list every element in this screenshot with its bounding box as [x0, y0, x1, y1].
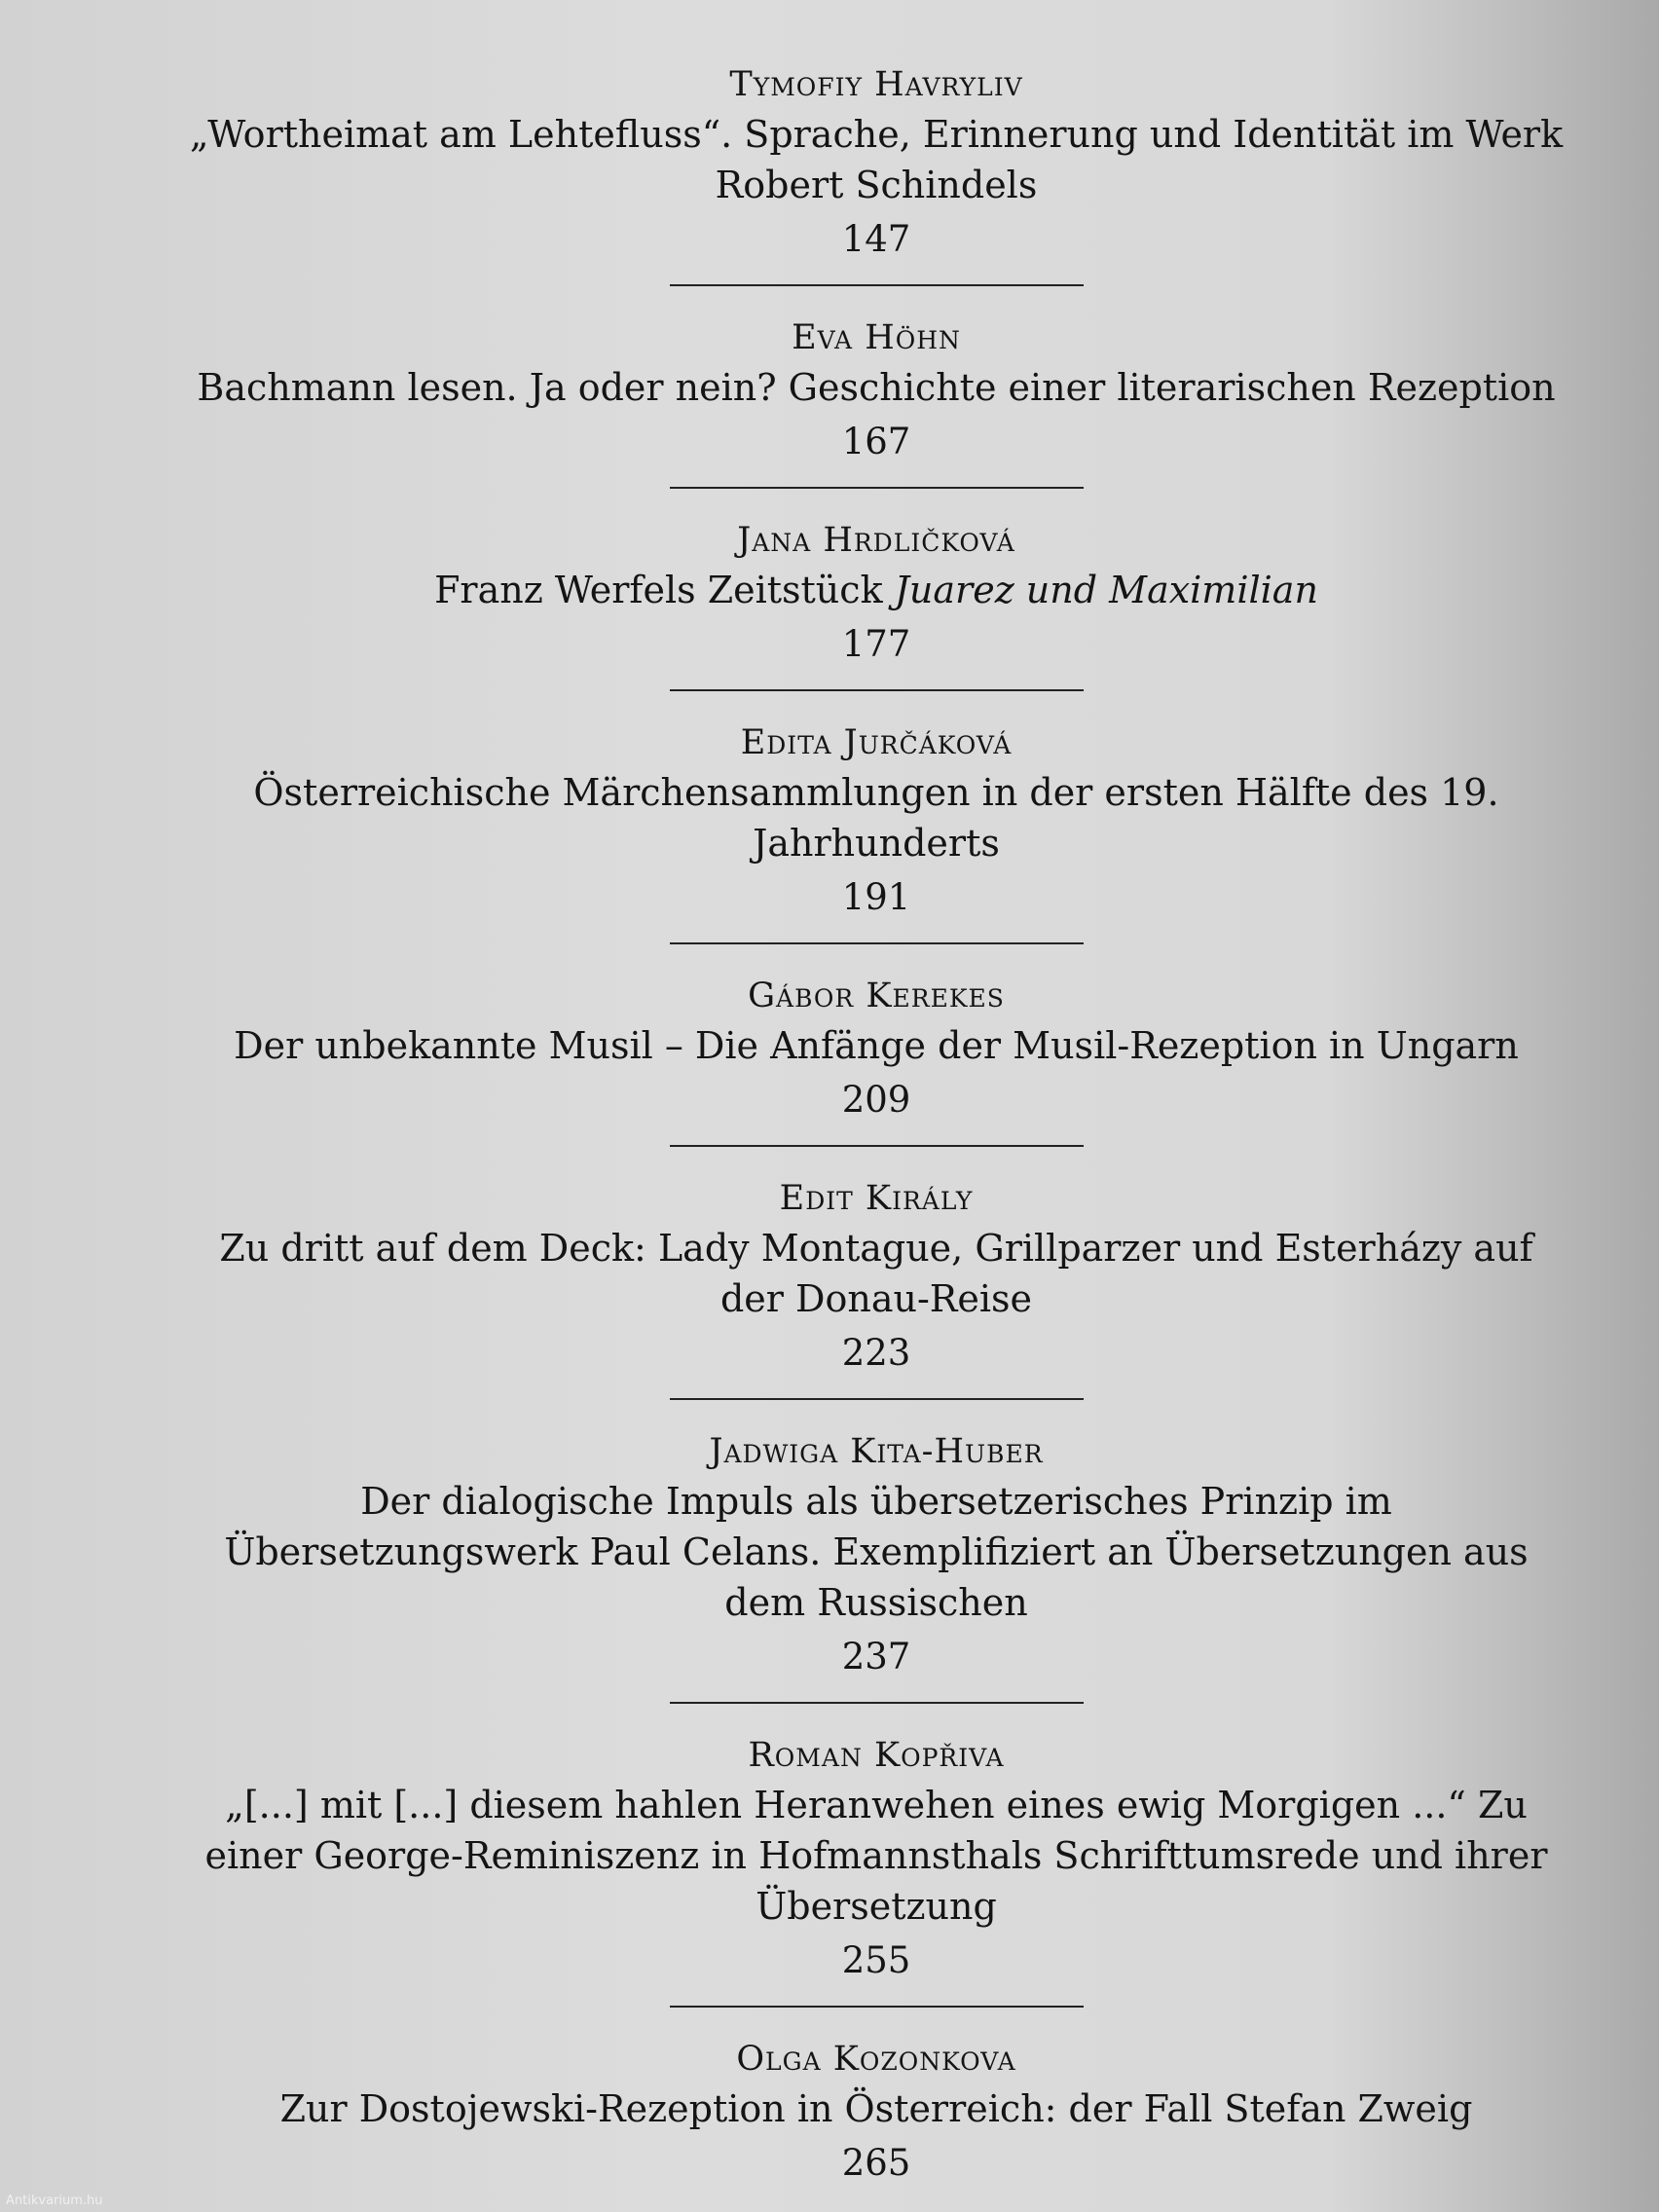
divider	[670, 1702, 1084, 1704]
toc-entry	[166, 719, 1587, 944]
author-name: Jadwiga Kita-Huber	[709, 1432, 1044, 1471]
toc-entry	[166, 60, 1587, 286]
chapter-title: „Wortheimat am Lehtefluss“. Sprache, Erinnerung und Identität im Werk Robert Schindels	[189, 113, 1564, 206]
chapter-title: „[...] mit [...] diesem hahlen Heranwehen eines ewig Morgigen ...“ Zu einer George-Reminiszenz in Hofmannsthals Schrifttumsrede und ihrer Übersetzung	[204, 1784, 1548, 1928]
divider	[670, 2006, 1084, 2008]
divider	[670, 689, 1084, 691]
author-name: Edit Király	[779, 1179, 974, 1218]
author-name: Tymofiy Havryliv	[729, 65, 1023, 104]
chapter-title: Zur Dostojewski-Rezeption in Österreich: der Fall Stefan Zweig	[279, 2087, 1473, 2130]
table-of-contents	[166, 60, 1587, 2189]
page-number: 265	[841, 2142, 911, 2184]
toc-entry	[166, 2035, 1587, 2189]
page-number: 237	[841, 1636, 911, 1677]
author-name: Edita Jurčáková	[740, 723, 1013, 762]
author-name: Olga Kozonkova	[736, 2040, 1016, 2079]
toc-entry	[166, 1731, 1587, 2008]
toc-entry	[166, 516, 1587, 691]
author-name: Gábor Kerekes	[748, 977, 1005, 1015]
chapter-title: Bachmann lesen. Ja oder nein? Geschichte einer literarischen Rezeption	[197, 366, 1556, 409]
author-name: Eva Höhn	[792, 318, 961, 357]
page-number: 167	[841, 421, 911, 462]
divider	[670, 487, 1084, 489]
page-number: 191	[841, 876, 911, 918]
toc-entry	[166, 972, 1587, 1147]
divider	[670, 1145, 1084, 1147]
chapter-title-text: Franz Werfels Zeitstück	[434, 569, 883, 611]
page-number: 255	[841, 1939, 911, 1981]
chapter-title	[166, 565, 1587, 615]
divider	[670, 284, 1084, 286]
toc-entry	[166, 1427, 1587, 1704]
page-number: 147	[841, 218, 911, 260]
watermark: Antikvarium.hu	[6, 2194, 103, 2208]
toc-entry	[166, 1174, 1587, 1400]
chapter-title: Der unbekannte Musil – Die Anfänge der Musil-Rezeption in Ungarn	[234, 1024, 1519, 1067]
page-number: 209	[841, 1079, 911, 1121]
toc-entry	[166, 313, 1587, 489]
chapter-title: Zu dritt auf dem Deck: Lady Montague, Grillparzer und Esterházy auf der Donau-Reise	[219, 1227, 1533, 1320]
chapter-title: Der dialogische Impuls als übersetzerisches Prinzip im Übersetzungswerk Paul Celans. Exemplifiziert an Übersetzungen aus dem Russischen	[224, 1480, 1529, 1624]
author-name: Roman Kopřiva	[748, 1736, 1005, 1775]
chapter-title-italic: Juarez und Maximilian	[894, 569, 1318, 611]
page-number: 177	[841, 623, 911, 665]
divider	[670, 1398, 1084, 1400]
page-number: 223	[841, 1332, 911, 1374]
chapter-title: Österreichische Märchensammlungen in der ersten Hälfte des 19. Jahrhunderts	[253, 771, 1499, 865]
author-name: Jana Hrdličková	[737, 521, 1015, 560]
divider	[670, 942, 1084, 944]
